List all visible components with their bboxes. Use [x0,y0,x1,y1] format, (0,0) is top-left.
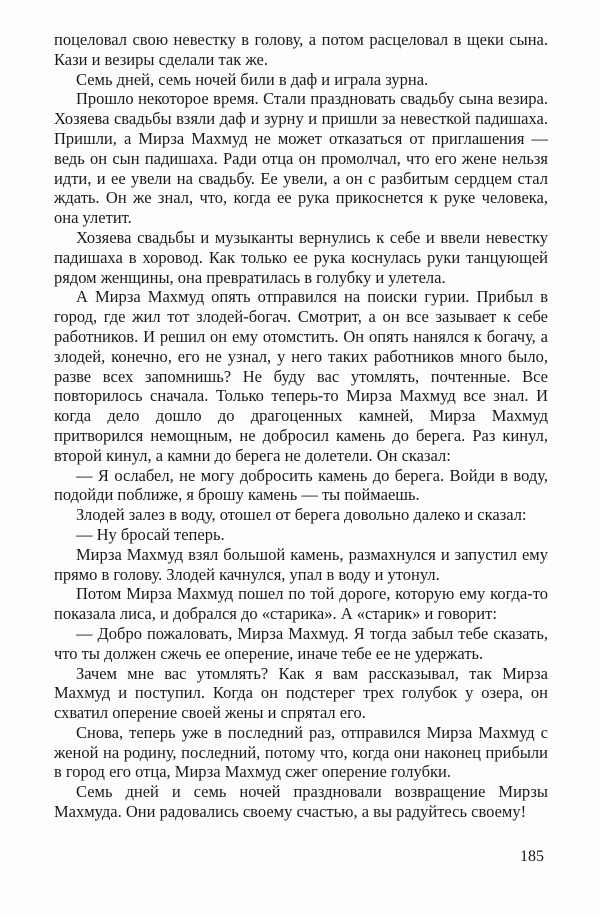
paragraph: Зачем мне вас утомлять? Как я вам рассказывал, так Мирза Махмуд и поступил. Когда он подстерег трех голубок у озера, он схватил оперение своей жены и спрятал его. [54,663,548,723]
paragraph: — Ну бросай теперь. [76,524,225,544]
paragraph: Хозяева свадьбы и музыканты вернулись к себе и ввели невестку падишаха в хоровод. Как только ее рука коснулась руки танцующей рядом женщины, она превратилась в голубку и улетела. [54,227,548,287]
paragraph: Потом Мирза Махмуд пошел по той дороге, которую ему когда-то показала лиса, и добрался до «старика». А «старик» и говорит: [54,584,548,624]
paragraph: А Мирза Махмуд опять отправился на поиски гурии. Прибыл в город, где жил тот злодей-богач. Смотрит, а он все зазывает к себе работников. И решил он ему отомстить. Он опять нанялся к богачу, а злодей, конечно, его не узнал, у него таких работников много было, разве всех запомнишь? Не буду вас утомлять, почтенные. Все повторилось сначала. Только теперь-то Мирза Махмуд все знал. И когда дело дошло до драгоценных камней, Мирза Махмуд притворился немощным, не добросил камень до берега. Раз кинул, второй кинул, а камни до берега не долетели. Он сказал: [54,287,548,465]
body-text [54,30,548,822]
page-number: 185 [520,848,544,865]
paragraph: Семь дней и семь ночей праздновали возвращение Мирзы Махмуда. Они радовались своему счастью, а вы радуйтесь своему! [54,782,548,822]
paragraph: Злодей залез в воду, отошел от берега довольно далеко и сказал: [76,505,527,525]
paragraph: Семь дней, семь ночей били в даф и играла зурна. [76,69,429,89]
paragraph: поцеловал свою невестку в голову, а потом расцеловал в щеки сына. Кази и везиры сделали так же. [54,30,548,69]
paragraph: — Я ослабел, не могу добросить камень до берега. Войди в воду, подойди поближе, я брошу камень — ты поймаешь. [54,465,548,505]
paragraph: — Добро пожаловать, Мирза Махмуд. Я тогда забыл тебе сказать, что ты должен сжечь ее оперение, иначе тебе ее не удержать. [54,623,548,663]
paragraph: Мирза Махмуд взял большой камень, размахнулся и запустил ему прямо в голову. Злодей качнулся, упал в воду и утонул. [54,544,548,584]
paragraph: Прошло некоторое время. Стали праздновать свадьбу сына везира. Хозяева свадьбы взяли даф и зурну и пришли за невесткой падишаха. Пришли, а Мирза Махмуд не может отказаться от приглашения — ведь он сын падишаха. Ради отца он промолчал, что его жене нельзя идти, и ее увели на свадьбу. Ее увели, а он с разбитым сердцем стал ждать. Он же знал, что, когда ее рука прикоснется к руке человека, она улетит. [54,89,548,228]
paragraph: Снова, теперь уже в последний раз, отправился Мирза Махмуд с женой на родину, последний, потому что, когда они наконец прибыли в город его отца, Мирза Махмуд сжег оперение голубки. [54,722,548,782]
